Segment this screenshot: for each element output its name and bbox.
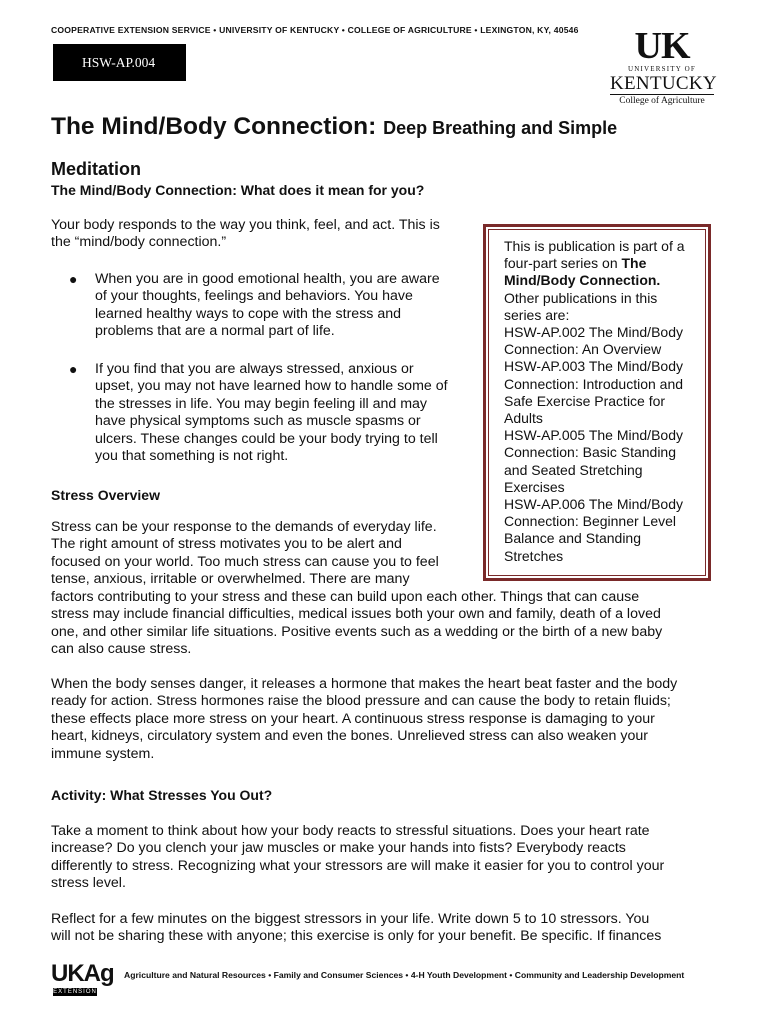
- paragraph-line: stress may include financial difficulties, medical issues both your own and family, death of a loved: [51, 606, 661, 623]
- paragraph-line: increase? Do you clench your jaw muscles or make your hands into fists? Everybody reacts: [51, 840, 626, 857]
- sidebar-series-name: The Mind/Body Connection.: [504, 255, 661, 289]
- sidebar-line: Connection: An Overview: [504, 341, 662, 358]
- list-item: [51, 361, 481, 465]
- bullet-line: upset, you may not have learned how to handle some of: [95, 378, 448, 395]
- sidebar-line: Safe Exercise Practice for: [504, 392, 666, 409]
- stress-paragraph-2: [51, 676, 721, 763]
- paragraph-line: tense, anxious, irritable or overwhelmed. There are many: [51, 571, 410, 588]
- bullet-line: of your thoughts, feelings and behaviors. You have: [95, 288, 413, 305]
- publication-badge: HSW-AP.004: [53, 44, 186, 81]
- sidebar-line: Balance and Standing: [504, 530, 641, 547]
- uk-logo: [604, 27, 720, 107]
- page-title: [51, 107, 711, 189]
- sidebar-line: Connection: Introduction and: [504, 375, 684, 392]
- activity-paragraph-1: [51, 823, 721, 893]
- bullet-list: [51, 271, 481, 341]
- paragraph-line: heart, kidneys, circulatory system and even the bones. Unrelieved stress can also weaken your: [51, 728, 648, 745]
- paragraph-line: can also cause stress.: [51, 641, 192, 658]
- sidebar-line: series are:: [504, 306, 570, 323]
- stress-paragraph-1: [51, 519, 481, 589]
- section-heading-stress-overview: Stress Overview: [51, 487, 160, 503]
- bullet-line: If you find that you are always stressed, anxious or: [95, 361, 414, 377]
- bullet-list: [51, 361, 481, 465]
- title-main: The Mind/Body Connection:: [51, 113, 377, 140]
- uk-logo-college: College of Agriculture: [619, 96, 705, 106]
- sidebar-line: Stretches: [504, 547, 564, 564]
- ukag-logo-text: UKAg: [51, 960, 114, 987]
- intro-line: the “mind/body connection.”: [51, 234, 227, 251]
- sidebar-line: HSW-AP.006 The Mind/Body: [504, 496, 683, 513]
- sidebar-line: HSW-AP.003 The Mind/Body: [504, 358, 683, 375]
- bullet-icon: ●: [69, 361, 78, 377]
- list-item: [51, 271, 481, 341]
- bullet-line: problems that are a normal part of life.: [95, 323, 335, 340]
- series-sidebar-text: [504, 238, 704, 565]
- ukag-extension-logo: [51, 960, 115, 1000]
- paragraph-line: Take a moment to think about how your body reacts to stressful situations. Does your heart rate: [51, 823, 650, 839]
- sidebar-line: Connection: Beginner Level: [504, 513, 677, 530]
- sidebar-line: HSW-AP.005 The Mind/Body: [504, 427, 683, 444]
- paragraph-line: will not be sharing these with anyone; this exercise is only for your benefit. Be specific. If finances: [51, 928, 662, 945]
- bullet-line: the stresses in life. You may begin feeling ill and may: [95, 395, 428, 412]
- paragraph-line: differently to stress. Recognizing what your stressors are will make it easier for you to control your: [51, 857, 665, 874]
- extension-label: EXTENSION: [53, 989, 97, 995]
- section-heading-activity: Activity: What Stresses You Out?: [51, 787, 273, 803]
- sidebar-line: Connection: Basic Standing: [504, 444, 676, 461]
- paragraph-line: The right amount of stress motivates you to be alert and: [51, 536, 402, 553]
- stress-paragraph-1-continued: [51, 589, 721, 659]
- bullet-line: you that something is not right.: [95, 448, 289, 465]
- intro-paragraph: [51, 217, 481, 252]
- uk-logo-mark: UK: [634, 25, 690, 67]
- sidebar-line: Other publications in this: [504, 289, 658, 306]
- section-heading-mind-body: The Mind/Body Connection: What does it mean for you?: [51, 182, 425, 198]
- bullet-line: When you are in good emotional health, you are aware: [95, 271, 440, 287]
- sidebar-line: Adults: [504, 410, 543, 427]
- paragraph-line: focused on your world. Too much stress can cause you to feel: [51, 553, 439, 570]
- uk-logo-kentucky: KENTUCKY: [610, 73, 717, 94]
- paragraph-line: Stress can be your response to the demands of everyday life.: [51, 519, 437, 535]
- title-sub: Deep Breathing and Simple Meditation: [51, 118, 618, 179]
- paragraph-line: When the body senses danger, it releases a hormone that makes the heart beat faster and the body: [51, 676, 678, 692]
- intro-line: Your body responds to the way you think, feel, and act. This is: [51, 217, 440, 233]
- sidebar-line: HSW-AP.002 The Mind/Body: [504, 324, 683, 341]
- bullet-line: have physical symptoms such as muscle spasms or: [95, 413, 421, 430]
- bullet-icon: ●: [69, 271, 78, 287]
- paragraph-line: factors contributing to your stress and these can build upon each other. Things that can cause: [51, 589, 640, 605]
- paragraph-line: ready for action. Stress hormones raise the blood pressure and can cause the body to retain fluids;: [51, 693, 671, 710]
- header-topline: COOPERATIVE EXTENSION SERVICE • UNIVERSITY OF KENTUCKY • COLLEGE OF AGRICULTURE • LEXINGTON, KY, 40546: [51, 25, 579, 35]
- paragraph-line: one, and other similar life situations. Positive events such as a wedding or the birth of a new baby: [51, 623, 663, 640]
- sidebar-line: and Seated Stretching: [504, 461, 643, 478]
- footer-programs: Agriculture and Natural Resources • Family and Consumer Sciences • 4-H Youth Development • Community and Leadership Development: [124, 970, 685, 980]
- paragraph-line: stress level.: [51, 875, 126, 892]
- paragraph-line: Reflect for a few minutes on the biggest stressors in your life. Write down 5 to 10 stressors. You: [51, 911, 650, 927]
- sidebar-line: Exercises: [504, 478, 565, 495]
- bullet-line: ulcers. These changes could be your body trying to tell: [95, 430, 438, 447]
- paragraph-line: these effects place more stress on your heart. A continuous stress response is damaging to your: [51, 710, 655, 727]
- paragraph-line: immune system.: [51, 745, 155, 762]
- activity-paragraph-2: [51, 911, 721, 946]
- uk-logo-university-of: UNIVERSITY OF: [627, 65, 697, 73]
- sidebar-intro: This is publication is part of a four-part series on: [504, 238, 685, 272]
- bullet-line: learned healthy ways to cope with the stress and: [95, 305, 401, 322]
